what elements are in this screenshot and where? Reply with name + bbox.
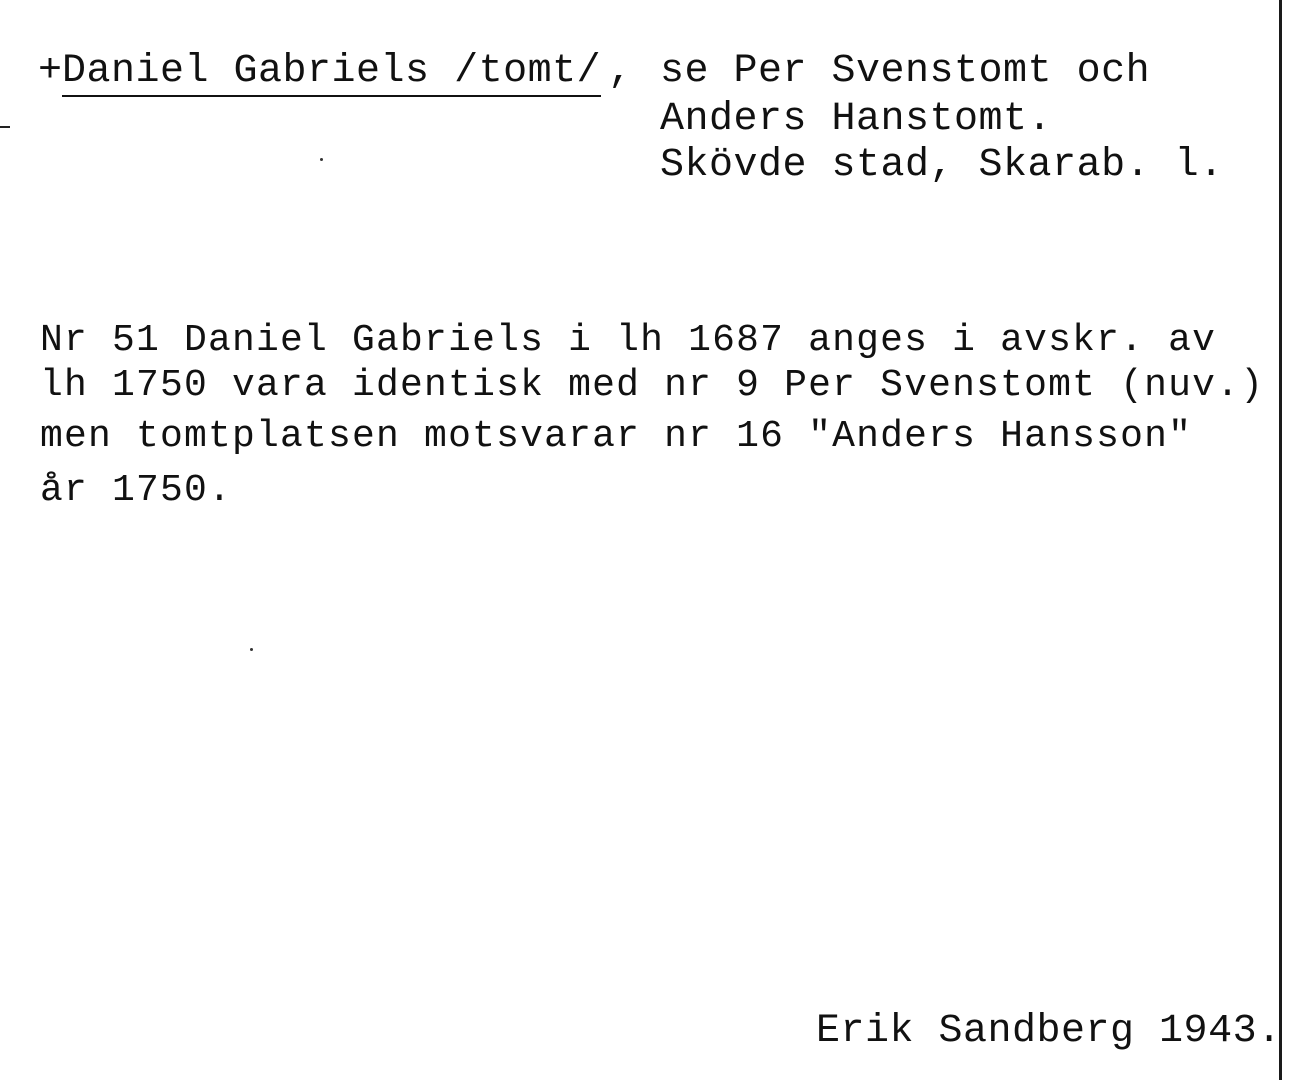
ink-speck xyxy=(250,648,253,651)
body-line-3: men tomtplatsen motsvarar nr 16 "Anders Hansson" xyxy=(40,415,1193,458)
ink-speck xyxy=(320,158,323,161)
body-line-2: lh 1750 vara identisk med nr 9 Per Svenstomt (nuv.) xyxy=(40,364,1265,407)
heading-comma: , xyxy=(608,49,633,94)
body-line-4: år 1750. xyxy=(40,469,233,512)
signature: Erik Sandberg 1943. xyxy=(816,1009,1282,1054)
reference-line-1: se Per Svenstomt och xyxy=(660,49,1151,94)
heading-plus-mark: + xyxy=(38,49,63,94)
card-right-edge xyxy=(1279,0,1282,1080)
margin-mark xyxy=(0,126,10,128)
reference-line-3: Skövde stad, Skarab. l. xyxy=(660,143,1224,188)
reference-line-2: Anders Hanstomt. xyxy=(660,97,1053,142)
body-line-1: Nr 51 Daniel Gabriels i lh 1687 anges i avskr. av xyxy=(40,319,1217,362)
heading-title: Daniel Gabriels /tomt/ xyxy=(62,52,601,97)
